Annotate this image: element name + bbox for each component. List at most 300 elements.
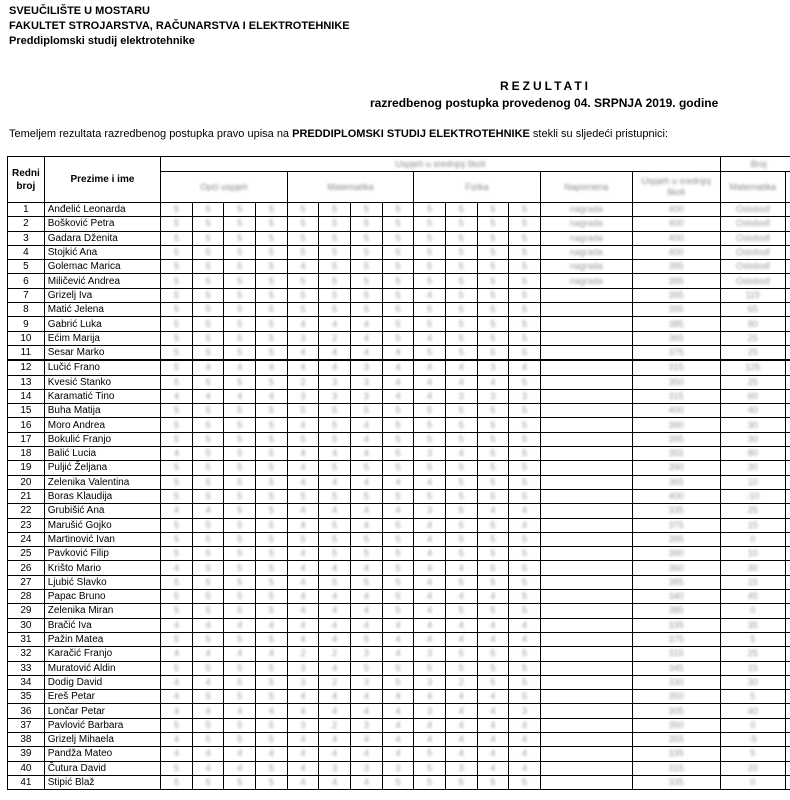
general-grade: 5 xyxy=(192,461,224,475)
math-grade: 5 xyxy=(351,632,383,646)
table-row xyxy=(8,632,790,646)
math-grade: 2 xyxy=(319,647,351,661)
general-grade: 4 xyxy=(256,360,288,375)
physics-grade: 5 xyxy=(509,661,541,675)
math-grade: 4 xyxy=(287,775,319,789)
general-grade: 5 xyxy=(161,217,193,231)
general-grade: 4 xyxy=(224,360,256,375)
math-grade: 4 xyxy=(287,604,319,618)
general-grade: 5 xyxy=(256,260,288,274)
general-grade: 5 xyxy=(256,404,288,418)
physics-grade: 4 xyxy=(414,360,446,375)
physics-grade: 4 xyxy=(414,690,446,704)
col-header-school-group: Uspjeh u srednjoj školi xyxy=(161,157,720,172)
math-grade: 4 xyxy=(287,447,319,461)
row-number: 24 xyxy=(8,532,45,546)
table-row xyxy=(8,518,790,532)
math-grade: 4 xyxy=(287,260,319,274)
math-grade: 5 xyxy=(382,604,414,618)
physics-grade: 5 xyxy=(477,447,509,461)
table-row xyxy=(8,375,790,389)
note-cell xyxy=(540,303,632,317)
math-grade: 5 xyxy=(382,231,414,245)
physics-grade: 5 xyxy=(509,245,541,259)
general-grade: 5 xyxy=(224,475,256,489)
math-grade: 3 xyxy=(287,718,319,732)
physics-grade: 5 xyxy=(414,245,446,259)
physics-grade: 5 xyxy=(477,203,509,217)
physics-grade: 4 xyxy=(414,618,446,632)
general-grade: 5 xyxy=(192,404,224,418)
general-grade: 5 xyxy=(224,447,256,461)
general-grade: 5 xyxy=(256,461,288,475)
math-grade: 4 xyxy=(287,561,319,575)
general-grade: 5 xyxy=(161,303,193,317)
general-grade: 4 xyxy=(256,618,288,632)
math-grade: 4 xyxy=(351,690,383,704)
general-grade: 5 xyxy=(256,231,288,245)
table-row xyxy=(8,203,790,217)
physics-grade: 4 xyxy=(414,389,446,403)
math-grade: 5 xyxy=(382,317,414,331)
row-number: 29 xyxy=(8,604,45,618)
math-grade: 5 xyxy=(319,532,351,546)
physics-grade: 5 xyxy=(477,404,509,418)
physics-grade: 5 xyxy=(477,231,509,245)
physics-grade: 5 xyxy=(509,303,541,317)
general-grade: 5 xyxy=(224,718,256,732)
general-grade: 5 xyxy=(256,532,288,546)
extra-cell xyxy=(785,690,790,704)
physics-grade: 4 xyxy=(477,747,509,761)
physics-grade: 5 xyxy=(509,203,541,217)
physics-grade: 4 xyxy=(509,732,541,746)
col-header-math: Matematika xyxy=(287,172,414,203)
math-grade: 4 xyxy=(287,732,319,746)
candidate-name: Matić Jelena xyxy=(44,303,160,317)
general-grade: 5 xyxy=(192,203,224,217)
candidate-name: Čutura David xyxy=(44,761,160,775)
math-exam-score: 90 xyxy=(720,317,785,331)
extra-cell xyxy=(785,461,790,475)
physics-grade: 4 xyxy=(445,690,477,704)
math-grade: 4 xyxy=(382,475,414,489)
math-grade: 5 xyxy=(382,432,414,446)
math-grade: 4 xyxy=(382,690,414,704)
physics-grade: 5 xyxy=(477,518,509,532)
math-grade: 4 xyxy=(351,747,383,761)
note-cell xyxy=(540,475,632,489)
math-grade: 5 xyxy=(382,775,414,789)
math-exam-score: Oslobođ xyxy=(720,203,785,217)
physics-grade: 5 xyxy=(414,761,446,775)
physics-grade: 5 xyxy=(477,303,509,317)
school-total: 335 xyxy=(632,618,720,632)
candidate-name: Balić Lucia xyxy=(44,447,160,461)
general-grade: 5 xyxy=(256,561,288,575)
general-grade: 5 xyxy=(256,604,288,618)
candidate-name: Bračić Iva xyxy=(44,618,160,632)
extra-cell xyxy=(785,331,790,345)
row-number: 16 xyxy=(8,418,45,432)
math-exam-score: 5 xyxy=(720,690,785,704)
school-total: 395 xyxy=(632,274,720,288)
general-grade: 5 xyxy=(224,575,256,589)
extra-cell xyxy=(785,418,790,432)
physics-grade: 3 xyxy=(414,675,446,689)
candidate-name: Pandža Mateo xyxy=(44,747,160,761)
intro-text xyxy=(9,128,668,140)
math-exam-score: 0 xyxy=(720,775,785,789)
row-number: 30 xyxy=(8,618,45,632)
candidate-name: Lučić Frano xyxy=(44,360,160,375)
general-grade: 4 xyxy=(161,618,193,632)
math-grade: 5 xyxy=(319,288,351,302)
math-exam-score: 10 xyxy=(720,547,785,561)
math-grade: 4 xyxy=(319,747,351,761)
general-grade: 5 xyxy=(256,632,288,646)
physics-grade: 4 xyxy=(445,718,477,732)
candidate-name: Papac Bruno xyxy=(44,590,160,604)
general-grade: 5 xyxy=(161,718,193,732)
candidate-name: Marušić Gojko xyxy=(44,518,160,532)
extra-cell xyxy=(785,675,790,689)
math-grade: 4 xyxy=(382,632,414,646)
physics-grade: 5 xyxy=(509,547,541,561)
math-exam-score: 80 xyxy=(720,447,785,461)
table-row xyxy=(8,661,790,675)
physics-grade: 4 xyxy=(445,732,477,746)
math-grade: 5 xyxy=(319,432,351,446)
candidate-name: Zelenika Valentina xyxy=(44,475,160,489)
extra-cell xyxy=(785,747,790,761)
note-cell xyxy=(540,647,632,661)
general-grade: 5 xyxy=(256,447,288,461)
table-row xyxy=(8,690,790,704)
math-exam-score: 0 xyxy=(720,532,785,546)
row-number: 32 xyxy=(8,647,45,661)
physics-grade: 4 xyxy=(477,632,509,646)
physics-grade: 5 xyxy=(445,203,477,217)
general-grade: 5 xyxy=(224,231,256,245)
math-exam-score: Oslobođ xyxy=(720,245,785,259)
physics-grade: 5 xyxy=(414,203,446,217)
general-grade: 4 xyxy=(161,704,193,718)
table-row xyxy=(8,561,790,575)
general-grade: 5 xyxy=(192,345,224,360)
general-grade: 4 xyxy=(224,747,256,761)
general-grade: 5 xyxy=(224,661,256,675)
general-grade: 5 xyxy=(224,418,256,432)
physics-grade: 5 xyxy=(477,675,509,689)
math-exam-score: 30 xyxy=(720,561,785,575)
math-grade: 4 xyxy=(382,389,414,403)
note-cell xyxy=(540,360,632,375)
math-grade: 4 xyxy=(351,618,383,632)
general-grade: 4 xyxy=(256,389,288,403)
general-grade: 5 xyxy=(224,732,256,746)
general-grade: 5 xyxy=(192,418,224,432)
math-grade: 5 xyxy=(382,260,414,274)
row-number: 31 xyxy=(8,632,45,646)
note-cell xyxy=(540,447,632,461)
math-grade: 4 xyxy=(319,704,351,718)
row-number: 39 xyxy=(8,747,45,761)
col-header-right-group: Broj xyxy=(720,157,790,172)
note-cell: nagrada xyxy=(540,217,632,231)
note-cell xyxy=(540,718,632,732)
general-grade: 5 xyxy=(224,217,256,231)
physics-grade: 3 xyxy=(445,761,477,775)
general-grade: 5 xyxy=(161,547,193,561)
general-grade: 5 xyxy=(161,761,193,775)
university-name: SVEUČILIŠTE U MOSTARU xyxy=(9,5,150,17)
math-grade: 4 xyxy=(287,475,319,489)
school-total: 355 xyxy=(632,447,720,461)
math-grade: 4 xyxy=(382,704,414,718)
math-grade: 5 xyxy=(382,203,414,217)
note-cell xyxy=(540,389,632,403)
general-grade: 4 xyxy=(161,504,193,518)
row-number: 19 xyxy=(8,461,45,475)
math-grade: 2 xyxy=(287,647,319,661)
extra-cell xyxy=(785,245,790,259)
extra-cell xyxy=(785,661,790,675)
extra-cell xyxy=(785,532,790,546)
general-grade: 5 xyxy=(224,288,256,302)
school-total: 395 xyxy=(632,288,720,302)
col-header-note: Napomena xyxy=(540,172,632,203)
math-grade: 5 xyxy=(351,489,383,503)
extra-cell xyxy=(785,504,790,518)
physics-grade: 5 xyxy=(509,260,541,274)
general-grade: 5 xyxy=(161,661,193,675)
table-row xyxy=(8,432,790,446)
general-grade: 4 xyxy=(192,647,224,661)
physics-grade: 5 xyxy=(414,317,446,331)
candidate-name: Stipić Blaž xyxy=(44,775,160,789)
intro-after: stekli su sljedeći pristupnici: xyxy=(529,128,669,140)
math-grade: 4 xyxy=(319,690,351,704)
candidate-name: Sesar Marko xyxy=(44,345,160,360)
row-number: 26 xyxy=(8,561,45,575)
physics-grade: 5 xyxy=(445,217,477,231)
extra-cell xyxy=(785,217,790,231)
general-grade: 5 xyxy=(192,260,224,274)
table-row xyxy=(8,775,790,789)
note-cell: nagrada xyxy=(540,260,632,274)
math-grade: 4 xyxy=(319,345,351,360)
row-number: 15 xyxy=(8,404,45,418)
row-number: 36 xyxy=(8,704,45,718)
math-grade: 5 xyxy=(319,575,351,589)
math-grade: 5 xyxy=(319,489,351,503)
math-grade: 3 xyxy=(351,647,383,661)
math-grade: 5 xyxy=(382,331,414,345)
physics-grade: 4 xyxy=(477,690,509,704)
math-grade: 5 xyxy=(319,518,351,532)
extra-cell xyxy=(785,260,790,274)
physics-grade: 4 xyxy=(445,618,477,632)
math-exam-score: 15 xyxy=(720,661,785,675)
math-grade: 4 xyxy=(319,317,351,331)
math-grade: 4 xyxy=(351,418,383,432)
math-grade: 4 xyxy=(351,447,383,461)
math-grade: 5 xyxy=(319,461,351,475)
general-grade: 5 xyxy=(192,661,224,675)
physics-grade: 5 xyxy=(477,547,509,561)
general-grade: 5 xyxy=(161,604,193,618)
school-total: 315 xyxy=(632,647,720,661)
physics-grade: 5 xyxy=(509,404,541,418)
math-grade: 5 xyxy=(382,532,414,546)
extra-cell xyxy=(785,432,790,446)
row-number: 13 xyxy=(8,375,45,389)
math-grade: 2 xyxy=(319,331,351,345)
school-total: 375 xyxy=(632,518,720,532)
physics-grade: 5 xyxy=(509,690,541,704)
table-row xyxy=(8,718,790,732)
general-grade: 5 xyxy=(161,575,193,589)
row-number: 34 xyxy=(8,675,45,689)
extra-cell xyxy=(785,775,790,789)
general-grade: 5 xyxy=(256,504,288,518)
math-grade: 4 xyxy=(382,747,414,761)
col-header-extra xyxy=(785,172,790,203)
candidate-name: Grizelj Mihaela xyxy=(44,732,160,746)
note-cell xyxy=(540,618,632,632)
math-grade: 3 xyxy=(351,375,383,389)
general-grade: 5 xyxy=(192,317,224,331)
results-body xyxy=(8,203,790,790)
note-cell xyxy=(540,632,632,646)
general-grade: 5 xyxy=(256,245,288,259)
math-grade: 4 xyxy=(351,331,383,345)
math-grade: 5 xyxy=(319,260,351,274)
general-grade: 5 xyxy=(192,375,224,389)
physics-grade: 5 xyxy=(477,532,509,546)
note-cell: nagrada xyxy=(540,274,632,288)
candidate-name: Golemac Marica xyxy=(44,260,160,274)
extra-cell xyxy=(785,404,790,418)
general-grade: 5 xyxy=(161,288,193,302)
math-grade: 5 xyxy=(319,547,351,561)
general-grade: 5 xyxy=(161,345,193,360)
physics-grade: 4 xyxy=(477,718,509,732)
general-grade: 5 xyxy=(256,489,288,503)
physics-grade: 5 xyxy=(509,447,541,461)
math-grade: 4 xyxy=(351,732,383,746)
table-row xyxy=(8,604,790,618)
school-total: 395 xyxy=(632,303,720,317)
extra-cell xyxy=(785,475,790,489)
table-row xyxy=(8,704,790,718)
physics-grade: 4 xyxy=(414,518,446,532)
physics-grade: 5 xyxy=(509,375,541,389)
general-grade: 5 xyxy=(256,432,288,446)
math-grade: 5 xyxy=(351,203,383,217)
candidate-name: Boras Klaudija xyxy=(44,489,160,503)
school-total: 335 xyxy=(632,747,720,761)
row-number: 18 xyxy=(8,447,45,461)
note-cell xyxy=(540,518,632,532)
math-grade: 4 xyxy=(287,704,319,718)
math-grade: 5 xyxy=(382,288,414,302)
physics-grade: 5 xyxy=(445,404,477,418)
row-number: 14 xyxy=(8,389,45,403)
math-grade: 5 xyxy=(287,288,319,302)
general-grade: 5 xyxy=(161,231,193,245)
math-grade: 5 xyxy=(382,217,414,231)
general-grade: 5 xyxy=(256,518,288,532)
extra-cell xyxy=(785,704,790,718)
general-grade: 5 xyxy=(256,690,288,704)
school-total: 345 xyxy=(632,661,720,675)
physics-grade: 5 xyxy=(445,647,477,661)
math-grade: 3 xyxy=(351,675,383,689)
physics-grade: 4 xyxy=(477,704,509,718)
general-grade: 5 xyxy=(256,331,288,345)
math-grade: 3 xyxy=(287,331,319,345)
physics-grade: 5 xyxy=(445,775,477,789)
physics-grade: 5 xyxy=(414,303,446,317)
extra-cell xyxy=(785,303,790,317)
extra-cell xyxy=(785,447,790,461)
physics-grade: 5 xyxy=(509,775,541,789)
school-total: 335 xyxy=(632,504,720,518)
row-number: 41 xyxy=(8,775,45,789)
candidate-name: Buha Matija xyxy=(44,404,160,418)
note-cell xyxy=(540,775,632,789)
general-grade: 4 xyxy=(161,732,193,746)
physics-grade: 5 xyxy=(509,418,541,432)
physics-grade: 5 xyxy=(445,604,477,618)
general-grade: 5 xyxy=(256,475,288,489)
math-grade: 4 xyxy=(287,504,319,518)
extra-cell xyxy=(785,345,790,360)
math-exam-score: 125 xyxy=(720,360,785,375)
extra-cell xyxy=(785,288,790,302)
physics-grade: 5 xyxy=(445,303,477,317)
school-total: 400 xyxy=(632,245,720,259)
general-grade: 4 xyxy=(192,675,224,689)
physics-grade: 4 xyxy=(445,747,477,761)
physics-grade: 3 xyxy=(509,704,541,718)
extra-cell xyxy=(785,761,790,775)
math-grade: 5 xyxy=(319,231,351,245)
school-total: 355 xyxy=(632,732,720,746)
math-grade: 4 xyxy=(351,317,383,331)
general-grade: 4 xyxy=(256,704,288,718)
physics-grade: 5 xyxy=(477,260,509,274)
math-grade: 4 xyxy=(319,775,351,789)
results-table xyxy=(7,156,790,790)
table-row xyxy=(8,389,790,403)
general-grade: 5 xyxy=(192,274,224,288)
math-exam-score: 30 xyxy=(720,461,785,475)
physics-grade: 4 xyxy=(477,504,509,518)
document-subtitle: razredbenog postupka provedenog 04. SRPNJA 2019. godine xyxy=(370,96,719,110)
extra-cell xyxy=(785,489,790,503)
math-grade: 2 xyxy=(287,375,319,389)
math-exam-score: 15 xyxy=(720,518,785,532)
candidate-name: Puljić Željana xyxy=(44,461,160,475)
physics-grade: 5 xyxy=(509,532,541,546)
intro-bold: PREDDIPLOMSKI STUDIJ ELEKTROTEHNIKE xyxy=(292,128,530,140)
physics-grade: 5 xyxy=(509,288,541,302)
math-grade: 4 xyxy=(287,690,319,704)
physics-grade: 4 xyxy=(445,447,477,461)
